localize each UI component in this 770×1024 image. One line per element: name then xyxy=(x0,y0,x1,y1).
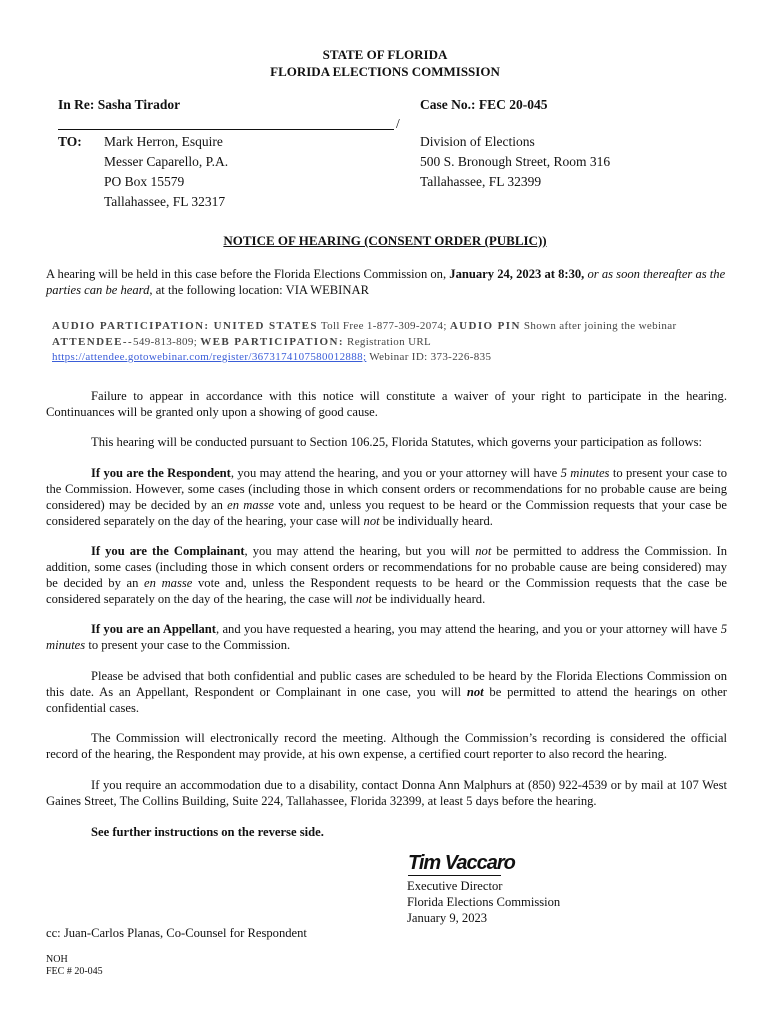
in-re-line: In Re: Sasha Tirador xyxy=(58,97,181,112)
complainant-text: be individually heard. xyxy=(371,592,486,606)
appellant-minutes: 5 minutes xyxy=(46,622,727,652)
accommodation-paragraph xyxy=(46,777,727,809)
failure-text: Failure to appear in accordance with this notice will constitute a waiver of your right to participate in the hearing. Continuances will be granted only upon a showing of good cause. xyxy=(46,389,727,419)
not-emphasis: not xyxy=(355,592,372,606)
intro-location: , at the following location: VIA WEBINAR xyxy=(149,283,369,297)
complainant-text: be permitted to address the Commission. In addition, some cases (including those in which consent orders or recommendations for no probable cause are being considered) may be decided by an xyxy=(46,544,727,590)
respondent-text: to present your case to the Commission. However, some cases (including those in which consent orders or recommendations for no probable cause are being considered) may be decided by an xyxy=(46,466,727,512)
accommodation-text: If you require an accommodation due to a disability, contact Donna Ann Malphurs at (850) 922-4539 or by mail at 107 West Gaines Street, The Collins Building, Suite 224, Tallahassee, Florida 32399, at least 5 days before the hearing. xyxy=(46,778,727,808)
footer-noh: NOH xyxy=(46,954,68,965)
respondent-minutes: 5 minutes xyxy=(560,466,610,480)
not-emphasis: not xyxy=(475,544,492,558)
to-address-block xyxy=(104,132,228,212)
signature-block xyxy=(407,878,560,926)
caption-rule xyxy=(58,129,394,130)
audio-label: AUDIO PARTICIPATION: UNITED STATES xyxy=(52,320,318,332)
address-line: Messer Caparello, P.A. xyxy=(104,154,229,169)
appellant-paragraph xyxy=(46,621,727,653)
intro-text: A hearing will be held in this case before the Florida Elections Commission on, xyxy=(46,267,450,281)
participation-block xyxy=(52,319,732,366)
further-text: See further instructions on the reverse side. xyxy=(91,825,324,839)
complainant-paragraph xyxy=(46,543,727,607)
audio-pin-value: Shown after joining the webinar xyxy=(520,320,677,332)
footer-case: FEC # 20-045 xyxy=(46,966,103,977)
commission-heading: FLORIDA ELECTIONS COMMISSION xyxy=(270,64,500,79)
hearing-date: January 24, 2023 at 8:30, xyxy=(449,267,585,281)
respondent-text: , you may attend the hearing, and you or your attorney will have xyxy=(230,466,561,480)
not-emphasis: not xyxy=(466,685,484,699)
appellant-text: to present your case to the Commission. xyxy=(85,638,291,652)
en-masse: en masse xyxy=(227,498,275,512)
address-line: Mark Herron, Esquire xyxy=(104,134,223,149)
not-emphasis: not xyxy=(363,514,380,528)
to-label: TO: xyxy=(58,134,82,149)
address-line: Division of Elections xyxy=(420,134,535,149)
respondent-paragraph xyxy=(46,465,727,529)
signature-underline xyxy=(408,875,501,876)
signer-title: Executive Director xyxy=(407,879,503,893)
notice-title: NOTICE OF HEARING (CONSENT ORDER (PUBLIC)) xyxy=(223,233,547,248)
caption-slash: / xyxy=(396,116,400,131)
further-instructions xyxy=(46,824,727,840)
appellant-text: , and you have requested a hearing, you may attend the hearing, and you or your attorney will have xyxy=(216,622,721,636)
registration-link[interactable]: https://attendee.gotowebinar.com/register/3673174107580012888; xyxy=(52,351,367,363)
registration-url-label: Registration URL xyxy=(343,335,432,348)
failure-paragraph xyxy=(46,388,727,420)
address-line: 500 S. Bronough Street, Room 316 xyxy=(420,154,611,169)
advised-text: Please be advised that both confidential and public cases are scheduled to be heard by the Florida Elections Commission on this date. As an Appellant, Respondent or Complainant in one case, you will xyxy=(46,669,727,699)
address-line: Tallahassee, FL 32399 xyxy=(420,174,542,189)
web-participation-label: WEB PARTICIPATION: xyxy=(200,335,344,348)
record-text: The Commission will electronically record the meeting. Although the Commission’s recording is considered the official record of the hearing, the Respondent may provide, at his own expense, a certified court reporter to also record the hearing. xyxy=(46,731,727,761)
en-masse: en masse xyxy=(144,576,193,590)
respondent-text: be individually heard. xyxy=(379,514,493,528)
respondent-text: vote and, unless you request to be heard or the Commission requests that your case be considered separately on the day of the hearing, your case will xyxy=(46,498,727,528)
webinar-id: Webinar ID: 373-226-835 xyxy=(366,351,492,363)
address-line: PO Box 15579 xyxy=(104,174,185,189)
footer-code xyxy=(46,954,103,978)
attendee-value: 549-813-809; xyxy=(133,335,201,348)
case-number: Case No.: FEC 20-045 xyxy=(420,97,548,112)
attendee-label: ATTENDEE-- xyxy=(52,335,134,348)
statute-paragraph xyxy=(46,434,727,450)
division-address-block xyxy=(420,132,610,192)
statute-text: This hearing will be conducted pursuant to Section 106.25, Florida Statutes, which governs your participation as follows: xyxy=(91,435,703,449)
state-heading: STATE OF FLORIDA xyxy=(322,47,448,62)
advised-text: be permitted to attend the hearings on other confidential cases. xyxy=(46,685,727,715)
cc-line: cc: Juan-Carlos Planas, Co-Counsel for Respondent xyxy=(46,926,307,940)
audio-pin-label: AUDIO PIN xyxy=(449,320,521,332)
signature-date: January 9, 2023 xyxy=(407,911,488,925)
address-line: Tallahassee, FL 32317 xyxy=(104,194,226,209)
intro-paragraph xyxy=(46,266,727,298)
respondent-lead: If you are the Respondent xyxy=(91,466,231,480)
record-paragraph xyxy=(46,730,727,762)
intro-italic: or as soon thereafter as the parties can be heard xyxy=(46,267,726,297)
toll-free-number: Toll Free 1-877-309-2074; xyxy=(317,320,450,332)
appellant-lead: If you are an Appellant xyxy=(91,622,216,636)
signer-org: Florida Elections Commission xyxy=(407,895,561,909)
complainant-text: , you may attend the hearing, but you will xyxy=(244,544,476,558)
advised-paragraph xyxy=(46,668,727,716)
signature: Tim Vaccaro xyxy=(408,852,515,874)
complainant-text: vote and, unless the Respondent requests to be heard or the Commission requests that the case be considered separately on the day of the hearing, the case will xyxy=(46,576,727,606)
complainant-lead: If you are the Complainant xyxy=(91,544,245,558)
